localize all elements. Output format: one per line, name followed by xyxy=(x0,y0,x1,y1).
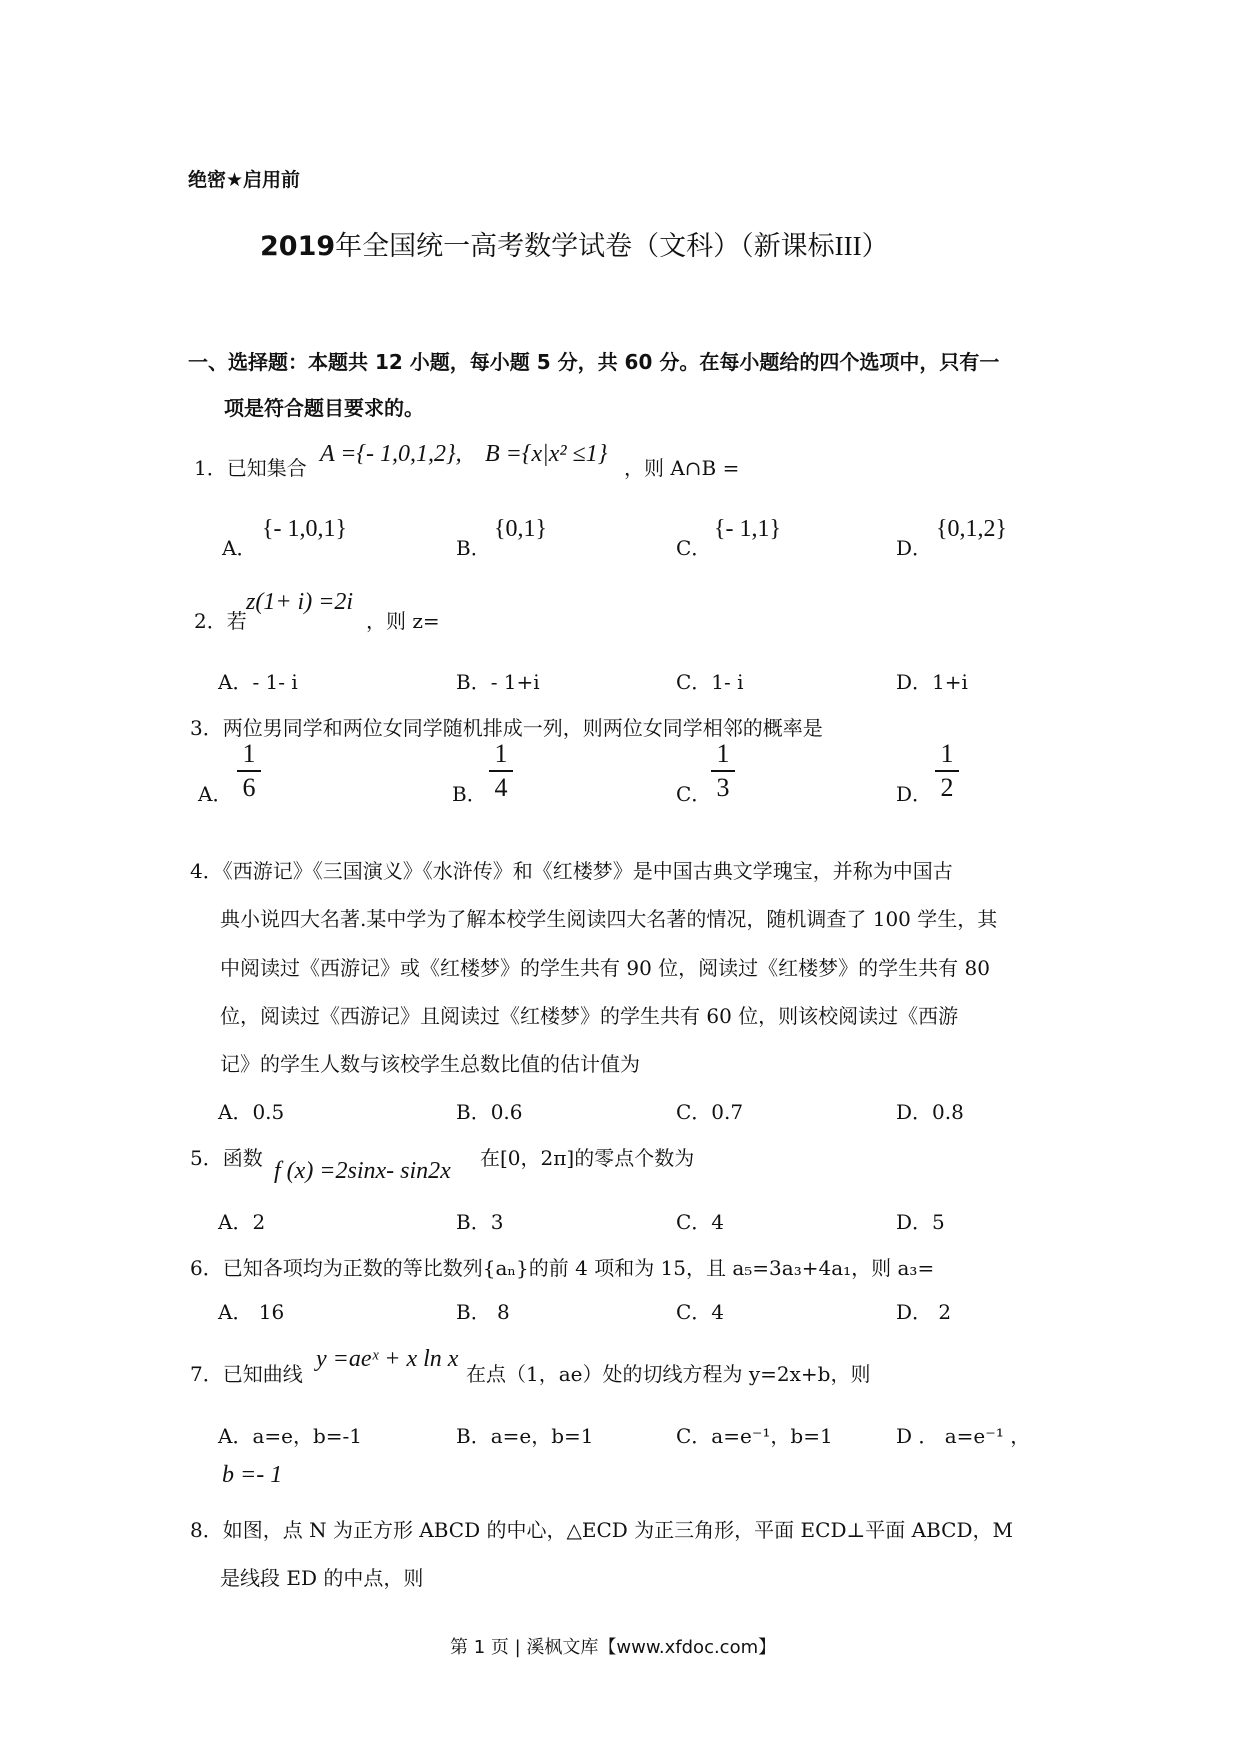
q3-option-b-fraction xyxy=(489,740,513,802)
title-year: 2019 xyxy=(260,231,336,262)
q4-option-c: C．0.7 xyxy=(676,1100,744,1124)
q2-option-c: C．1- i xyxy=(676,670,744,694)
q1-option-b-label: B． xyxy=(456,536,491,560)
q1-option-c-label: C． xyxy=(676,536,712,560)
q5-prefix: 5．函数 xyxy=(190,1146,263,1170)
page-footer: 第 1 页 | 溪枫文库【www.xfdoc.com】 xyxy=(450,1637,777,1658)
q2-option-b: B．- 1+i xyxy=(456,670,540,694)
secret-mark: 绝密★启用前 xyxy=(188,169,301,191)
q1-set-a: A ={- 1,0,1,2}, xyxy=(320,441,462,467)
q5-option-b: B．3 xyxy=(456,1210,504,1234)
q8-line-2: 是线段 ED 的中点，则 xyxy=(220,1566,424,1590)
q6-option-a: A． 16 xyxy=(218,1300,285,1324)
q4-option-a: A．0.5 xyxy=(218,1100,285,1124)
q7-option-a: A．a=e，b=-1 xyxy=(218,1424,363,1448)
q3-c-numerator: 1 xyxy=(716,739,730,768)
q5-suffix: 在[0，2π]的零点个数为 xyxy=(480,1146,695,1170)
title-text: 年全国统一高考数学试卷（文科）（新课标III） xyxy=(335,231,889,261)
q6-option-b: B． 8 xyxy=(456,1300,510,1324)
q1-prefix: 1．已知集合 xyxy=(194,456,307,480)
q4-line-3: 中阅读过《西游记》或《红楼梦》的学生共有 90 位，阅读过《红楼梦》的学生共有 80 xyxy=(220,956,990,980)
q3-d-numerator: 1 xyxy=(940,739,954,768)
q7-prefix: 7．已知曲线 xyxy=(190,1362,303,1386)
q3-option-d-label: D． xyxy=(896,782,933,806)
q3-b-numerator: 1 xyxy=(494,739,508,768)
q4-line-2: 典小说四大名著.某中学为了解本校学生阅读四大名著的情况，随机调查了 100 学生，其 xyxy=(220,907,998,931)
section-heading-line2: 项是符合题目要求的。 xyxy=(224,396,424,420)
q2-prefix: 2．若 xyxy=(194,609,247,633)
q1-option-d-value: {0,1,2} xyxy=(936,516,1008,542)
q2-suffix: ，则 z= xyxy=(366,609,440,633)
q3-text: 3．两位男同学和两位女同学随机排成一列，则两位女同学相邻的概率是 xyxy=(190,716,823,740)
section-heading-line1: 一、选择题：本题共 12 小题，每小题 5 分，共 60 分。在每小题给的四个选项中，只有一 xyxy=(188,350,1000,374)
q3-d-denominator: 2 xyxy=(940,772,954,802)
q3-c-denominator: 3 xyxy=(716,772,730,802)
q3-a-denominator: 6 xyxy=(242,772,256,802)
q3-option-c-label: C． xyxy=(676,782,712,806)
q7-option-d-continued: b =- 1 xyxy=(222,1462,283,1488)
q7-option-d: D ． a=e⁻¹ ， xyxy=(896,1424,1031,1448)
q7-option-b: B．a=e，b=1 xyxy=(456,1424,594,1448)
q5-option-a: A．2 xyxy=(218,1210,266,1234)
q2-option-a: A．- 1- i xyxy=(218,670,298,694)
q3-option-a-fraction xyxy=(237,740,261,802)
q3-option-a-label: A． xyxy=(198,782,233,806)
q5-option-c: C．4 xyxy=(676,1210,725,1234)
q4-option-d: D．0.8 xyxy=(896,1100,964,1124)
q1-option-c-value: {- 1,1} xyxy=(714,516,782,542)
q4-line-1: 4．《西游记》《三国演义》《水浒传》和《红楼梦》是中国古典文学瑰宝，并称为中国古 xyxy=(190,859,953,883)
q7-option-c: C．a=e⁻¹，b=1 xyxy=(676,1424,833,1448)
q1-suffix: ，则 A∩B = xyxy=(624,456,740,480)
q8-line-1: 8．如图，点 N 为正方形 ABCD 的中心，△ECD 为正三角形，平面 ECD⊥平面 ABCD，M xyxy=(190,1518,1013,1542)
q1-option-d-label: D． xyxy=(896,536,933,560)
q4-line-4: 位，阅读过《西游记》且阅读过《红楼梦》的学生共有 60 位，则该校阅读过《西游 xyxy=(220,1004,959,1028)
q3-option-c-fraction xyxy=(711,740,735,802)
page-title xyxy=(260,224,889,263)
q7-formula: y =aeˣ + x ln x xyxy=(316,1346,459,1372)
q1-set-b: B ={x|x² ≤1} xyxy=(485,441,608,467)
q2-formula: z(1+ i) =2i xyxy=(246,589,354,615)
q1-option-b-value: {0,1} xyxy=(494,516,548,542)
q5-formula: f (x) =2sinx- sin2x xyxy=(274,1158,451,1184)
q3-option-d-fraction xyxy=(935,740,959,802)
q1-option-a-value: {- 1,0,1} xyxy=(262,516,348,542)
q3-b-denominator: 4 xyxy=(494,772,508,802)
q3-option-b-label: B． xyxy=(452,782,487,806)
q6-option-d: D． 2 xyxy=(896,1300,952,1324)
q1-option-a-label: A． xyxy=(222,536,257,560)
q4-option-b: B．0.6 xyxy=(456,1100,523,1124)
q4-line-5: 记》的学生人数与该校学生总数比值的估计值为 xyxy=(220,1052,640,1076)
q3-a-numerator: 1 xyxy=(242,739,256,768)
q7-suffix: 在点（1，ae）处的切线方程为 y=2x+b，则 xyxy=(466,1362,871,1386)
q6-text: 6．已知各项均为正数的等比数列{aₙ}的前 4 项和为 15，且 a₅=3a₃+4a₁，则 a₃= xyxy=(190,1256,935,1280)
q5-option-d: D．5 xyxy=(896,1210,945,1234)
q6-option-c: C．4 xyxy=(676,1300,725,1324)
q2-option-d: D．1+i xyxy=(896,670,968,694)
